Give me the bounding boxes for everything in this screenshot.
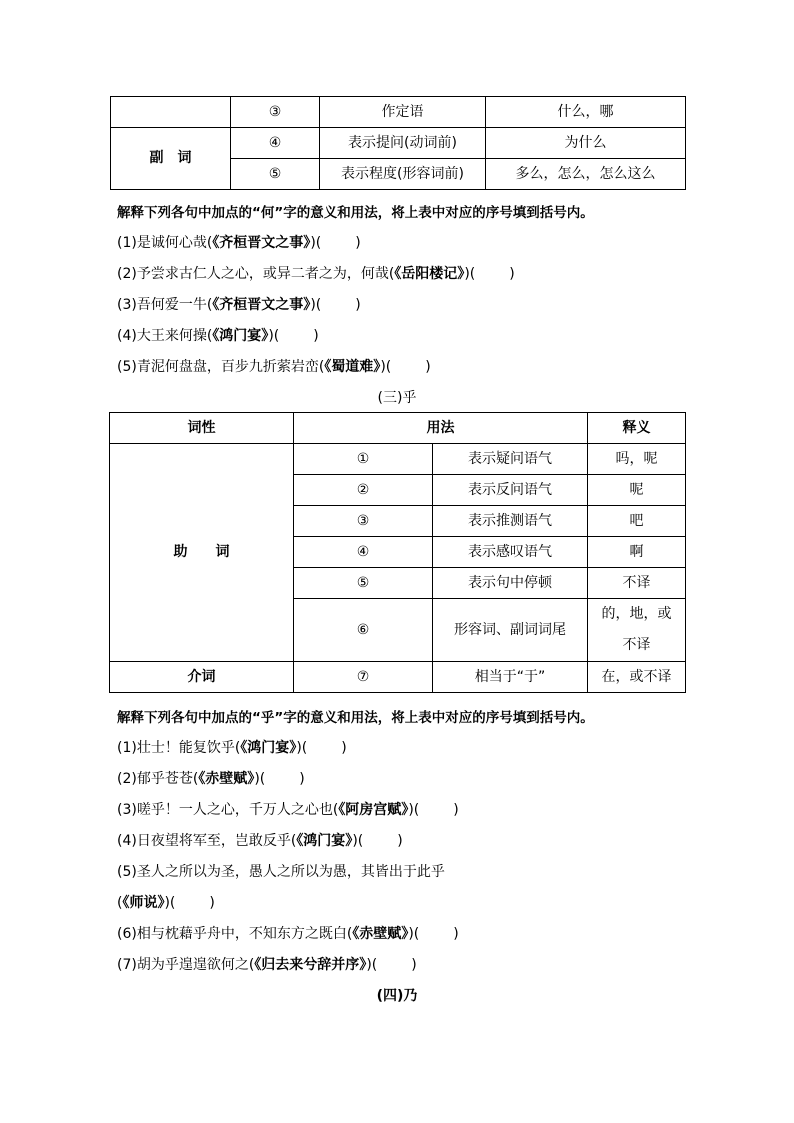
meaning-cell: 啊: [588, 537, 686, 568]
num-cell: ①: [294, 444, 433, 475]
hu-question-5-source: (《师说》)( ): [117, 895, 215, 911]
table-row: [111, 97, 686, 128]
num-cell: ③: [231, 97, 320, 128]
pos-cell-preposition: 介词: [110, 662, 294, 693]
meaning-cell: 为什么: [486, 128, 686, 159]
hu-question-7: (7)胡为乎遑遑欲何之(《归去来兮辞并序》)( ): [117, 957, 417, 973]
he-usage-table: [110, 96, 686, 190]
hu-question-4: (4)日夜望将军至，岂敢反乎(《鸿门宴》)( ): [117, 833, 403, 849]
meaning-cell: 呢: [588, 475, 686, 506]
table-row: [110, 444, 686, 475]
header-usage: 用法: [294, 413, 588, 444]
usage-cell: 形容词、副词词尾: [433, 599, 588, 662]
meaning-line: 不译: [622, 637, 651, 653]
section-heading-nai: (四)乃: [376, 988, 418, 1004]
usage-cell: 表示程度(形容词前): [320, 159, 486, 190]
num-cell: ④: [231, 128, 320, 159]
hu-question-6: (6)相与枕藉乎舟中，不知东方之既白(《赤壁赋》)( ): [117, 926, 459, 942]
header-meaning: 释义: [588, 413, 686, 444]
pos-cell-adverb: 副 词: [111, 128, 231, 190]
he-question-4: (4)大王来何操(《鸿门宴》)( ): [117, 328, 319, 344]
usage-cell: 表示推测语气: [433, 506, 588, 537]
table-row: [111, 128, 686, 159]
header-pos: 词性: [110, 413, 294, 444]
num-cell: ②: [294, 475, 433, 506]
num-cell: ⑥: [294, 599, 433, 662]
he-question-3: (3)吾何爱一牛(《齐桓晋文之事》)( ): [117, 297, 361, 313]
usage-cell: 表示提问(动词前): [320, 128, 486, 159]
usage-cell: 表示疑问语气: [433, 444, 588, 475]
he-question-5: (5)青泥何盘盘，百步九折萦岩峦(《蜀道难》)( ): [117, 359, 431, 375]
meaning-line: 的，地，或: [601, 606, 672, 622]
num-cell: ④: [294, 537, 433, 568]
he-question-1: (1)是诚何心哉(《齐桓晋文之事》)( ): [117, 235, 361, 251]
section-heading-hu: (三)乎: [377, 390, 417, 406]
num-cell: ⑦: [294, 662, 433, 693]
hu-question-1: (1)壮士！能复饮乎(《鸿门宴》)( ): [117, 740, 347, 756]
meaning-cell: 在，或不译: [588, 662, 686, 693]
meaning-cell: [588, 599, 686, 662]
hu-question-2: (2)郁乎苍苍(《赤壁赋》)( ): [117, 771, 305, 787]
table-row: [110, 662, 686, 693]
usage-cell: 相当于“于”: [433, 662, 588, 693]
hu-instruction: 解释下列各句中加点的“乎”字的意义和用法，将上表中对应的序号填到括号内。: [117, 710, 594, 726]
he-instruction: 解释下列各句中加点的“何”字的意义和用法，将上表中对应的序号填到括号内。: [117, 205, 594, 221]
pos-cell: [111, 97, 231, 128]
usage-cell: 表示感叹语气: [433, 537, 588, 568]
hu-question-5: (5)圣人之所以为圣，愚人之所以为愚，其皆出于此乎: [117, 864, 445, 880]
meaning-cell: 吗，呢: [588, 444, 686, 475]
usage-cell: 作定语: [320, 97, 486, 128]
he-question-2: (2)予尝求古仁人之心，或异二者之为，何哉(《岳阳楼记》)( ): [117, 266, 515, 282]
usage-cell: 表示句中停顿: [433, 568, 588, 599]
meaning-cell: 多么，怎么，怎么这么: [486, 159, 686, 190]
hu-usage-table: [109, 412, 686, 693]
num-cell: ⑤: [231, 159, 320, 190]
usage-cell: 表示反问语气: [433, 475, 588, 506]
meaning-cell: 不译: [588, 568, 686, 599]
num-cell: ⑤: [294, 568, 433, 599]
pos-cell-particle: 助 词: [110, 444, 294, 662]
table-header-row: [110, 413, 686, 444]
num-cell: ③: [294, 506, 433, 537]
hu-question-3: (3)嗟乎！一人之心，千万人之心也(《阿房宫赋》)( ): [117, 802, 459, 818]
meaning-cell: 吧: [588, 506, 686, 537]
meaning-cell: 什么，哪: [486, 97, 686, 128]
